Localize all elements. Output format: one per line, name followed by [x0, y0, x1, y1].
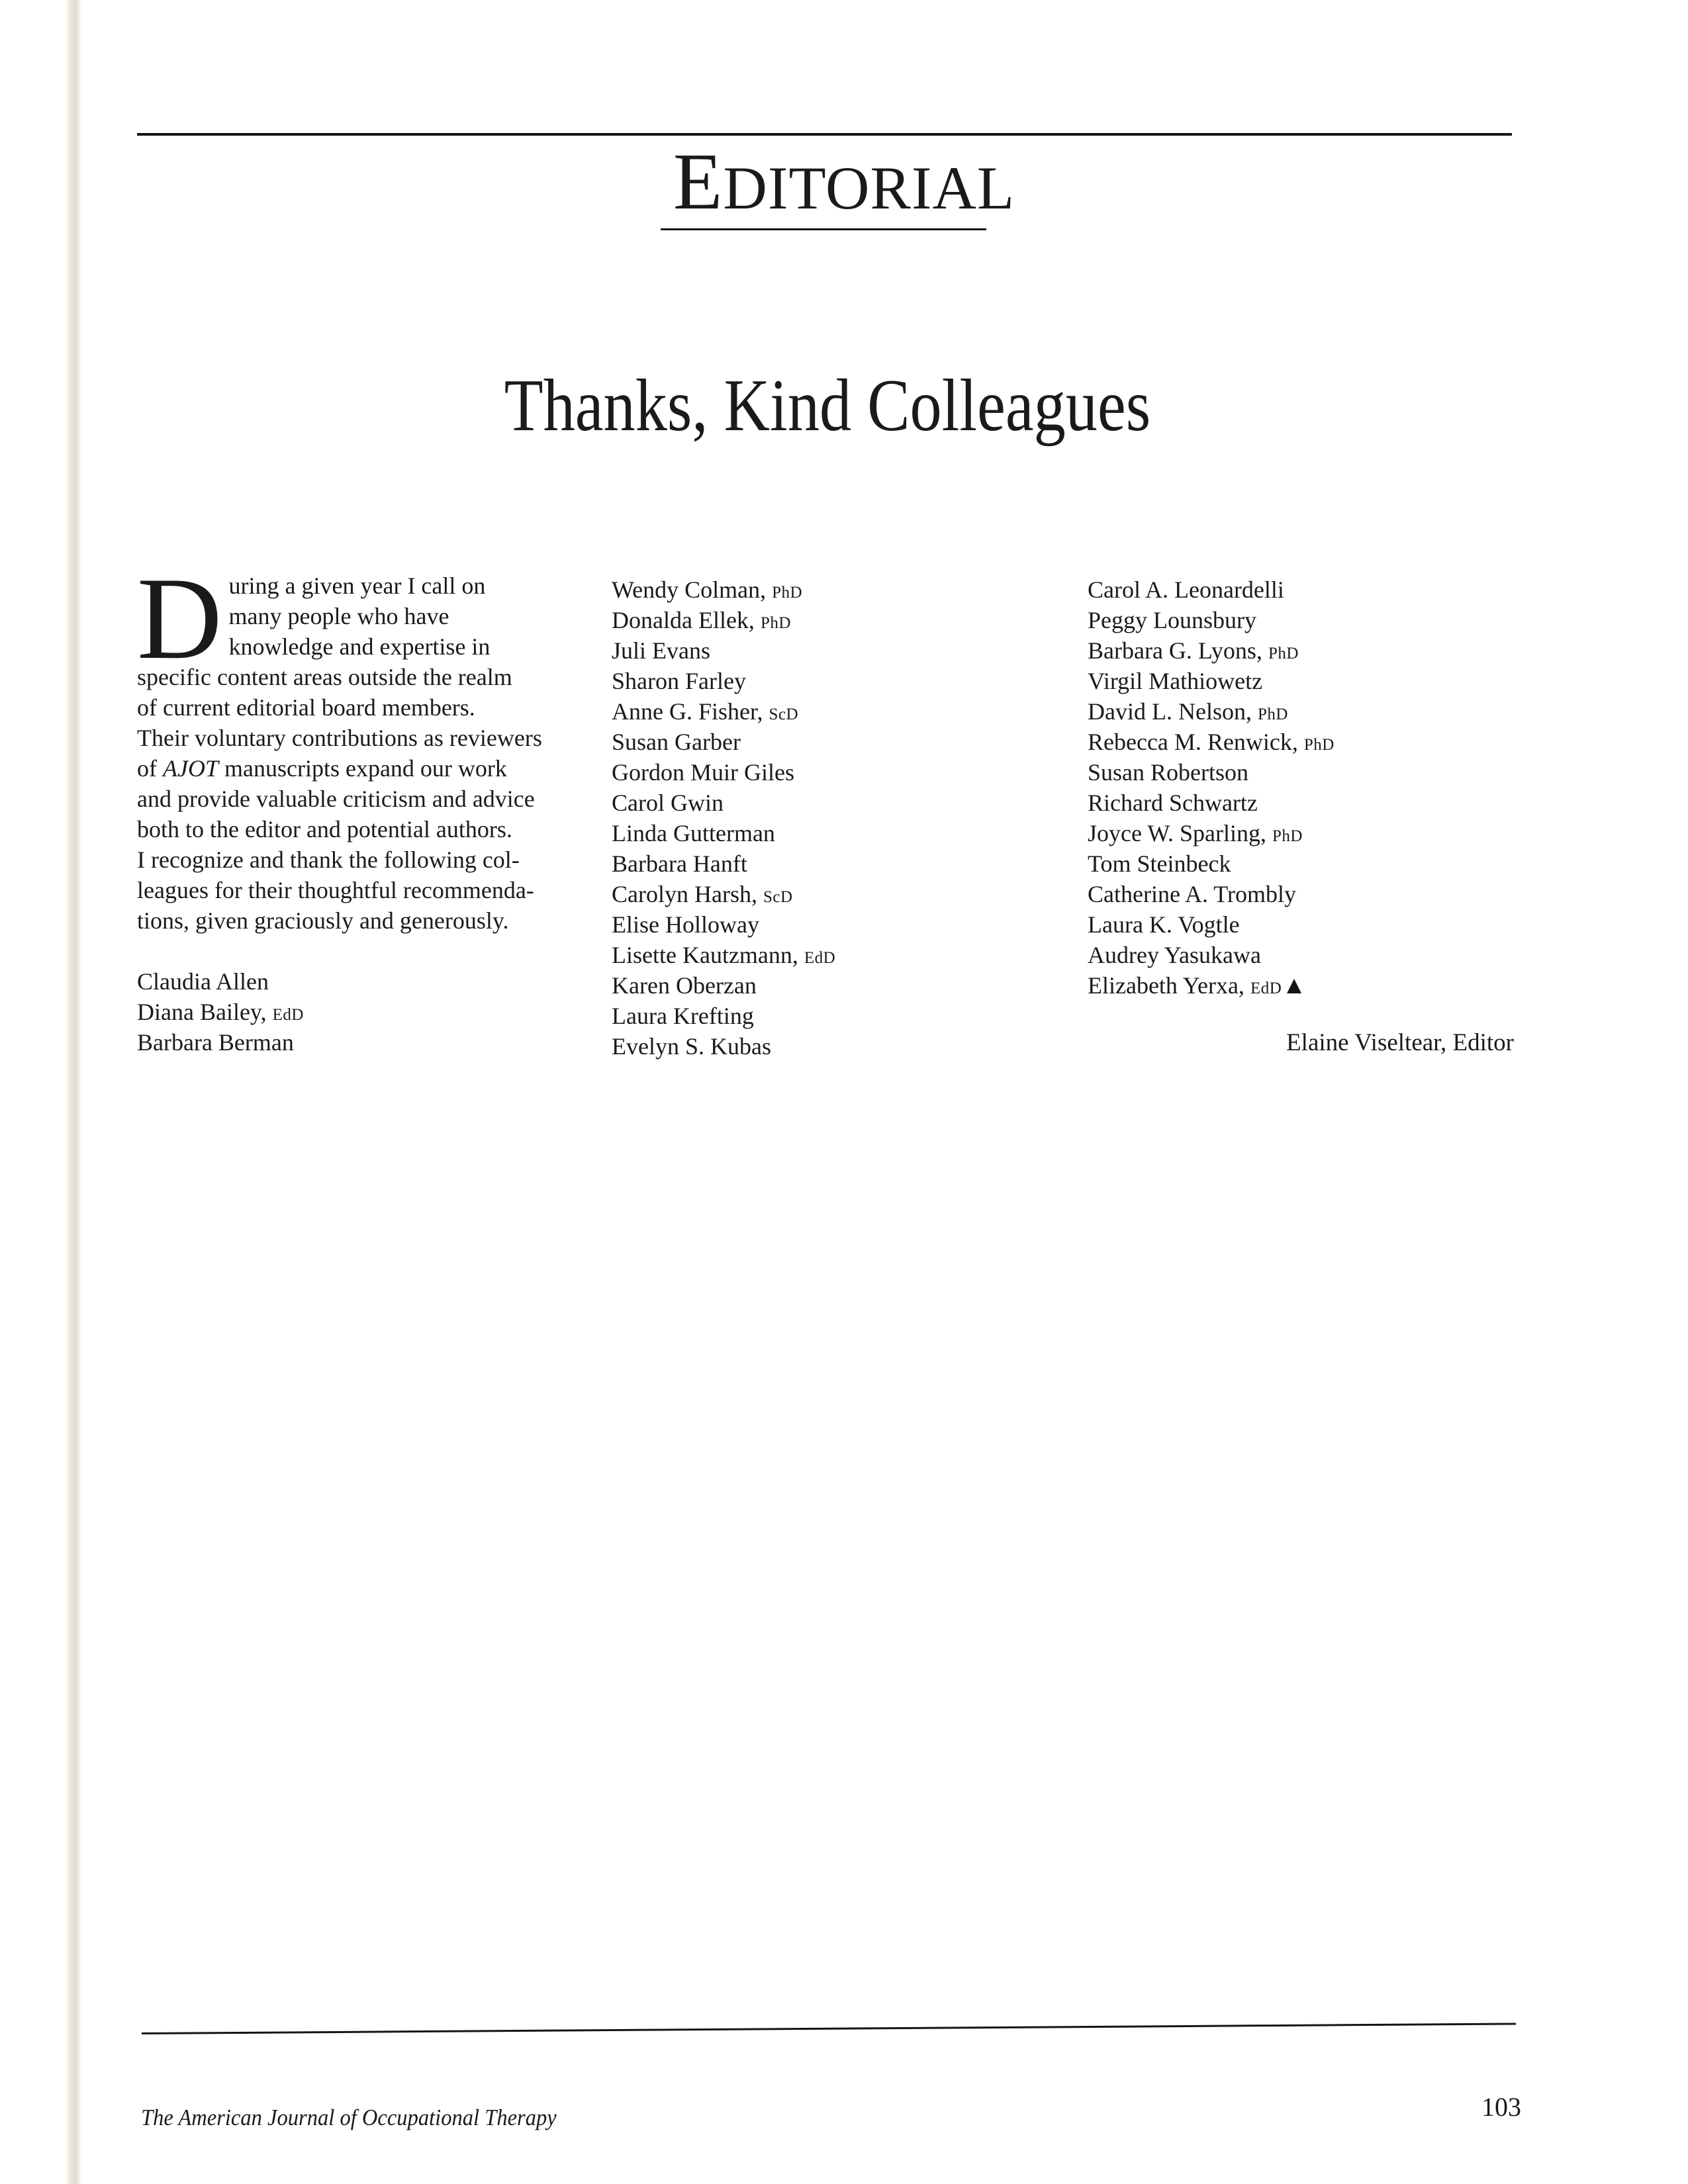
- line-prefix: of: [137, 755, 163, 782]
- reviewer-item: [1088, 879, 1524, 909]
- page-edge-shadow: [66, 0, 81, 2184]
- footer-journal-title: The American Journal of Occupational Therapy: [141, 2105, 557, 2130]
- reviewer-name: Elise Holloway: [612, 911, 759, 938]
- spacer: [137, 936, 567, 966]
- reviewer-list-column-2: [612, 574, 1009, 1062]
- column-2: [612, 574, 1009, 1062]
- reviewer-item: [612, 940, 1009, 970]
- reviewer-name: Susan Garber: [612, 729, 741, 755]
- reviewer-item: [612, 666, 1009, 696]
- reviewer-name: Audrey Yasukawa: [1088, 942, 1261, 968]
- reviewer-name: Donalda Ellek,: [612, 607, 755, 633]
- reviewer-name: Linda Gutterman: [612, 820, 775, 846]
- reviewer-item: [137, 997, 567, 1027]
- column-3: [1088, 574, 1524, 1001]
- paragraph-line: and provide valuable criticism and advice: [137, 786, 535, 812]
- header-rule: [137, 133, 1512, 136]
- reviewer-item: [1088, 696, 1524, 727]
- paragraph-line: tions, given graciously and generously.: [137, 907, 509, 934]
- reviewer-name: Elizabeth Yerxa,: [1088, 972, 1244, 999]
- paragraph-line: many people who have: [228, 603, 449, 629]
- line-rest: manuscripts expand our work: [224, 755, 507, 782]
- page-number: 103: [1481, 2092, 1521, 2122]
- reviewer-item: [612, 788, 1009, 818]
- reviewer-item: [1088, 757, 1524, 788]
- reviewer-name: Laura K. Vogtle: [1088, 911, 1240, 938]
- reviewer-degree: EdD: [272, 1006, 304, 1024]
- reviewer-item: [1088, 635, 1524, 666]
- paragraph-line: [137, 753, 567, 784]
- end-mark-triangle-icon: [1287, 979, 1301, 993]
- reviewer-item: [1088, 848, 1524, 879]
- reviewer-item: [137, 966, 567, 997]
- reviewer-item: [612, 1001, 1009, 1031]
- reviewer-name: Rebecca M. Renwick,: [1088, 729, 1298, 755]
- reviewer-name: Evelyn S. Kubas: [612, 1033, 771, 1060]
- reviewer-name: Sharon Farley: [612, 668, 746, 694]
- footer-rule: [142, 2023, 1516, 2034]
- section-label: [0, 139, 1688, 231]
- reviewer-item: [612, 696, 1009, 727]
- reviewer-degree: PhD: [1257, 705, 1288, 723]
- reviewer-item: [612, 605, 1009, 635]
- reviewer-name: Laura Krefting: [612, 1003, 754, 1029]
- paragraph-line: both to the editor and potential authors.: [137, 816, 512, 842]
- reviewer-name: Gordon Muir Giles: [612, 759, 794, 786]
- reviewer-name: Juli Evans: [612, 637, 710, 664]
- reviewer-name: David L. Nelson,: [1088, 698, 1252, 725]
- paragraph-line: specific content areas outside the realm: [137, 664, 512, 690]
- reviewer-name: Karen Oberzan: [612, 972, 757, 999]
- reviewer-name: Carolyn Harsh,: [612, 881, 757, 907]
- paragraph-line: of current editorial board members.: [137, 694, 475, 721]
- paragraph-line: I recognize and thank the following col-: [137, 846, 520, 873]
- reviewer-degree: ScD: [763, 888, 793, 906]
- reviewer-item: [612, 574, 1009, 605]
- reviewer-item: [137, 1027, 567, 1058]
- reviewer-name: Barbara Hanft: [612, 850, 747, 877]
- reviewer-name: Virgil Mathiowetz: [1088, 668, 1263, 694]
- reviewer-item: [612, 818, 1009, 848]
- reviewer-name: Tom Steinbeck: [1088, 850, 1231, 877]
- reviewer-item: [612, 970, 1009, 1001]
- reviewer-degree: EdD: [804, 949, 836, 967]
- drop-cap: D: [137, 553, 222, 684]
- reviewer-item: [612, 727, 1009, 757]
- journal-abbreviation: AJOT: [163, 755, 218, 782]
- intro-paragraph: [137, 553, 567, 936]
- reviewer-item: [612, 909, 1009, 940]
- reviewer-name: Carol A. Leonardelli: [1088, 576, 1284, 603]
- reviewer-item: [1088, 970, 1524, 1001]
- reviewer-item: [612, 757, 1009, 788]
- paragraph-line: uring a given year I call on: [228, 572, 486, 599]
- section-label-underline: [661, 228, 986, 230]
- reviewer-item: [1088, 788, 1524, 818]
- reviewer-item: [1088, 574, 1524, 605]
- reviewer-degree: PhD: [1272, 827, 1303, 845]
- reviewer-name: Anne G. Fisher,: [612, 698, 763, 725]
- paragraph-line: Their voluntary contributions as reviewers: [137, 725, 542, 751]
- reviewer-name: Diana Bailey,: [137, 999, 267, 1025]
- reviewer-item: [1088, 818, 1524, 848]
- reviewer-degree: PhD: [1268, 645, 1299, 662]
- reviewer-degree: ScD: [769, 705, 799, 723]
- editor-signature: Elaine Viseltear, Editor: [1286, 1029, 1514, 1056]
- reviewer-name: Barbara Berman: [137, 1029, 294, 1056]
- reviewer-name: Joyce W. Sparling,: [1088, 820, 1266, 846]
- reviewer-degree: PhD: [1303, 736, 1335, 754]
- reviewer-item: [1088, 727, 1524, 757]
- reviewer-item: [612, 879, 1009, 909]
- reviewer-name: Carol Gwin: [612, 790, 724, 816]
- reviewer-name: Susan Robertson: [1088, 759, 1248, 786]
- reviewer-item: [1088, 940, 1524, 970]
- section-label-initial: E: [673, 137, 724, 226]
- reviewer-list-column-3: [1088, 574, 1524, 1001]
- reviewer-name: Claudia Allen: [137, 968, 269, 995]
- reviewer-degree: EdD: [1250, 979, 1282, 997]
- reviewer-name: Peggy Lounsbury: [1088, 607, 1256, 633]
- article-title: Thanks, Kind Colleagues: [504, 365, 1151, 447]
- reviewer-list-column-1: [137, 966, 567, 1058]
- reviewer-degree: PhD: [760, 614, 791, 632]
- section-label-rest: DITORIAL: [723, 154, 1015, 222]
- paragraph-line: leagues for their thoughtful recommenda-: [137, 877, 534, 903]
- paragraph-line: knowledge and expertise in: [228, 633, 491, 660]
- reviewer-name: Wendy Colman,: [612, 576, 767, 603]
- reviewer-degree: PhD: [772, 584, 803, 602]
- reviewer-item: [1088, 909, 1524, 940]
- reviewer-item: [612, 1031, 1009, 1062]
- reviewer-name: Lisette Kautzmann,: [612, 942, 798, 968]
- column-1: [137, 553, 567, 1058]
- reviewer-name: Richard Schwartz: [1088, 790, 1258, 816]
- reviewer-item: [1088, 605, 1524, 635]
- reviewer-item: [612, 848, 1009, 879]
- reviewer-item: [1088, 666, 1524, 696]
- reviewer-name: Barbara G. Lyons,: [1088, 637, 1262, 664]
- reviewer-item: [612, 635, 1009, 666]
- reviewer-name: Catherine A. Trombly: [1088, 881, 1297, 907]
